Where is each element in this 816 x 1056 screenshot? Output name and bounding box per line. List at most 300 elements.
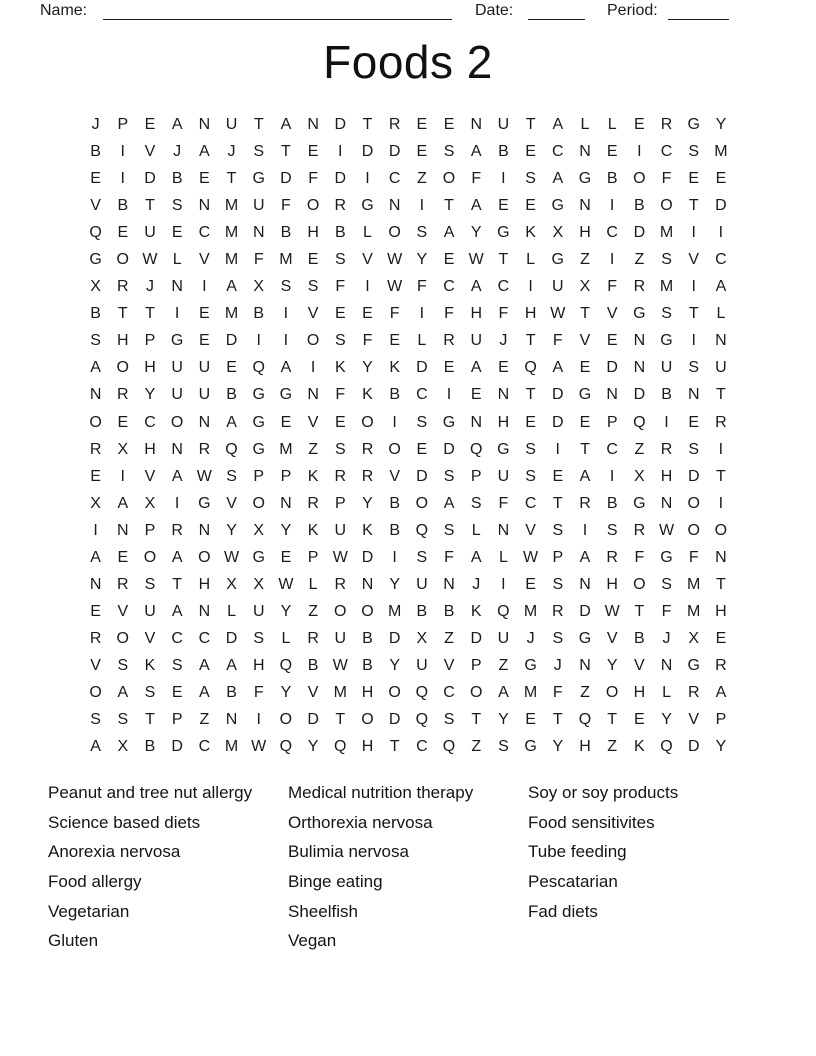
grid-letter: D — [280, 170, 292, 188]
grid-letter: E — [90, 467, 101, 485]
grid-letter: E — [525, 143, 536, 161]
grid-letter: I — [120, 143, 125, 161]
grid-letter: I — [718, 494, 724, 512]
grid-letter: R — [89, 629, 102, 647]
grid-letter: E — [552, 467, 564, 485]
name-label: Name: — [40, 2, 88, 19]
grid-letter: D — [361, 548, 374, 566]
grid-letter: U — [497, 629, 510, 647]
grid-letter: I — [174, 305, 180, 323]
grid-letter: O — [687, 494, 700, 512]
grid-letter: N — [715, 548, 727, 566]
grid-letter: R — [117, 278, 129, 296]
grid-letter: G — [252, 440, 265, 458]
grid-letter: T — [498, 251, 509, 269]
grid-letter: H — [524, 305, 537, 323]
word-list-item: Tube feeding — [528, 842, 627, 862]
grid-letter: A — [171, 548, 183, 566]
grid-letter: C — [524, 494, 537, 512]
grid-letter: I — [120, 467, 125, 485]
grid-letter: E — [416, 143, 428, 161]
grid-letter: F — [661, 602, 672, 620]
grid-letter: K — [307, 521, 319, 539]
grid-letter: E — [389, 332, 400, 350]
grid-letter: E — [443, 251, 455, 269]
grid-letter: I — [392, 413, 397, 431]
grid-letter: O — [279, 711, 293, 729]
grid-letter: T — [525, 386, 536, 404]
grid-letter: I — [202, 278, 207, 296]
grid-letter: E — [416, 440, 428, 458]
grid-letter: E — [117, 548, 129, 566]
grid-letter: Y — [552, 738, 564, 756]
grid-letter: W — [223, 548, 240, 566]
grid-letter: I — [664, 413, 669, 431]
grid-letter: R — [660, 440, 673, 458]
grid-letter: G — [524, 656, 537, 674]
grid-letter: H — [579, 224, 591, 242]
grid-letter: J — [662, 629, 671, 647]
grid-letter: R — [171, 521, 183, 539]
grid-letter: S — [525, 440, 536, 458]
grid-letter: R — [307, 494, 319, 512]
grid-letter: K — [470, 602, 482, 620]
grid-letter: H — [198, 575, 211, 593]
word-list-item: Pescatarian — [528, 872, 618, 892]
grid-letter: Y — [144, 386, 156, 404]
grid-letter: R — [307, 629, 319, 647]
grid-letter: A — [579, 548, 591, 566]
grid-letter: G — [687, 656, 700, 674]
grid-letter: T — [716, 467, 726, 485]
grid-letter: U — [416, 656, 428, 674]
grid-letter: W — [251, 738, 267, 756]
grid-letter: V — [199, 251, 210, 269]
grid-letter: A — [443, 224, 455, 242]
grid-letter: F — [444, 548, 454, 566]
grid-letter: Y — [307, 738, 319, 756]
grid-letter: L — [526, 251, 536, 269]
grid-letter: S — [171, 197, 183, 215]
grid-letter: E — [362, 305, 373, 323]
grid-letter: H — [470, 305, 482, 323]
word-list-item: Peanut and tree nut allergy — [48, 783, 253, 802]
grid-letter: D — [552, 413, 564, 431]
grid-letter: E — [634, 711, 645, 729]
grid-letter: M — [523, 683, 538, 701]
grid-letter: S — [688, 440, 700, 458]
grid-letter: N — [660, 656, 673, 674]
word-list — [48, 778, 768, 956]
grid-letter: D — [225, 629, 238, 647]
grid-letter: Y — [661, 711, 672, 729]
grid-letter: I — [338, 143, 343, 161]
grid-letter: S — [552, 575, 564, 593]
grid-letter: B — [171, 170, 183, 188]
grid-letter: Q — [279, 738, 293, 756]
grid-letter: C — [416, 386, 428, 404]
grid-letter: X — [226, 575, 237, 593]
grid-letter: I — [718, 440, 724, 458]
grid-letter: A — [579, 467, 591, 485]
grid-letter: F — [661, 170, 672, 188]
grid-letter: S — [443, 467, 455, 485]
grid-letter: N — [117, 521, 129, 539]
grid-letter: K — [525, 224, 536, 242]
grid-letter: M — [224, 738, 239, 756]
grid-letter: B — [362, 629, 373, 647]
grid-letter: U — [660, 359, 673, 377]
grid-letter: B — [226, 683, 237, 701]
grid-letter: F — [471, 170, 482, 188]
grid-letter: E — [416, 116, 428, 133]
grid-letter: H — [579, 738, 591, 756]
grid-letter: D — [633, 224, 646, 242]
grid-letter: E — [688, 170, 700, 188]
grid-letter: X — [90, 278, 101, 296]
grid-letter: H — [633, 683, 646, 701]
grid-letter: M — [279, 440, 293, 458]
grid-letter: U — [715, 359, 727, 377]
grid-letter: S — [470, 494, 482, 512]
grid-letter: Z — [308, 602, 318, 620]
grid-letter: B — [389, 521, 400, 539]
grid-letter: Q — [578, 711, 592, 729]
grid-letter: T — [281, 143, 291, 161]
grid-letter: S — [416, 224, 428, 242]
grid-letter: R — [117, 386, 129, 404]
grid-letter: I — [174, 494, 180, 512]
grid-letter: N — [307, 116, 319, 133]
grid-letter: O — [306, 332, 320, 350]
grid-letter: A — [280, 359, 292, 377]
grid-letter: Z — [498, 656, 509, 674]
grid-letter: R — [443, 332, 455, 350]
grid-letter: M — [687, 602, 701, 620]
grid-letter: S — [525, 170, 536, 188]
grid-letter: I — [392, 548, 397, 566]
grid-letter: W — [387, 278, 403, 296]
grid-letter: V — [688, 251, 700, 269]
grid-letter: A — [470, 359, 482, 377]
grid-letter: E — [117, 413, 129, 431]
grid-letter: U — [171, 359, 183, 377]
grid-letter: M — [224, 305, 239, 323]
grid-letter: M — [333, 683, 347, 701]
grid-letter: N — [497, 521, 510, 539]
grid-letter: V — [362, 251, 373, 269]
grid-letter: X — [90, 494, 101, 512]
grid-letter: U — [497, 467, 510, 485]
grid-letter: O — [415, 494, 429, 512]
word-list-column — [528, 778, 768, 956]
grid-letter: O — [89, 413, 102, 431]
grid-letter: E — [334, 413, 346, 431]
grid-letter: B — [606, 494, 618, 512]
grid-letter: O — [116, 359, 129, 377]
grid-letter: B — [280, 224, 292, 242]
grid-letter: N — [198, 413, 211, 431]
grid-letter: E — [199, 332, 210, 350]
grid-letter: U — [144, 602, 156, 620]
grid-letter: T — [335, 711, 346, 729]
grid-letter: U — [198, 386, 211, 404]
grid-letter: I — [501, 575, 506, 593]
grid-letter: H — [497, 413, 510, 431]
grid-letter: F — [688, 548, 699, 566]
grid-letter: B — [634, 197, 645, 215]
grid-letter: I — [365, 278, 370, 296]
grid-letter: S — [90, 711, 101, 729]
grid-letter: D — [225, 332, 238, 350]
grid-letter: B — [443, 602, 455, 620]
grid-letter: I — [256, 711, 261, 729]
grid-letter: C — [198, 224, 211, 242]
grid-letter: E — [498, 197, 509, 215]
grid-letter: D — [388, 143, 401, 161]
grid-letter: G — [551, 197, 564, 215]
grid-letter: Y — [416, 251, 428, 269]
grid-letter: N — [225, 711, 238, 729]
word-list-item: Food allergy — [48, 872, 142, 892]
grid-letter: U — [552, 278, 564, 296]
grid-letter: N — [388, 197, 401, 215]
grid-letter: T — [253, 116, 264, 133]
grid-letter: E — [634, 116, 645, 133]
word-list-item: Anorexia nervosa — [48, 842, 181, 862]
grid-letter: D — [388, 711, 401, 729]
grid-letter: P — [253, 467, 265, 485]
grid-letter: W — [196, 467, 212, 485]
grid-letter: O — [361, 711, 374, 729]
grid-letter: O — [605, 683, 619, 701]
grid-letter: V — [634, 656, 645, 674]
grid-letter: G — [198, 494, 211, 512]
grid-letter: M — [659, 224, 674, 242]
grid-letter: A — [470, 197, 482, 215]
grid-letter: T — [145, 711, 155, 729]
grid-letter: H — [252, 656, 265, 674]
grid-letter: L — [363, 224, 372, 242]
grid-letter: N — [89, 575, 102, 593]
grid-letter: A — [470, 548, 482, 566]
grid-letter: N — [307, 386, 319, 404]
grid-letter: Y — [470, 224, 482, 242]
grid-letter: M — [387, 602, 402, 620]
grid-letter: T — [607, 711, 618, 729]
grid-letter: A — [226, 278, 237, 296]
grid-letter: N — [198, 602, 211, 620]
grid-letter: P — [117, 116, 129, 133]
grid-letter: C — [388, 170, 401, 188]
grid-letter: O — [306, 197, 320, 215]
grid-letter: R — [334, 467, 347, 485]
period-blank-line — [668, 19, 729, 20]
grid-letter: A — [280, 116, 292, 133]
grid-letter: C — [497, 278, 510, 296]
grid-letter: A — [171, 467, 183, 485]
grid-letter: I — [310, 359, 316, 377]
grid-letter: S — [498, 738, 509, 756]
grid-letter: T — [226, 170, 237, 188]
grid-letter: P — [144, 332, 156, 350]
grid-letter: U — [171, 386, 183, 404]
grid-letter: X — [688, 629, 700, 647]
grid-letter: Y — [389, 656, 400, 674]
grid-letter: Q — [415, 521, 429, 539]
grid-letter: D — [334, 170, 347, 188]
grid-letter: F — [416, 278, 427, 296]
grid-letter: C — [443, 683, 455, 701]
grid-letter: D — [687, 467, 700, 485]
grid-letter: U — [252, 197, 265, 215]
grid-letter: A — [171, 602, 183, 620]
grid-letter: B — [634, 629, 645, 647]
grid-letter: D — [361, 143, 374, 161]
grid-letter: A — [199, 143, 210, 161]
grid-letter: A — [443, 494, 455, 512]
grid-letter: M — [523, 602, 538, 620]
grid-letter: R — [687, 683, 700, 701]
grid-letter: I — [609, 467, 615, 485]
grid-letter: J — [499, 332, 508, 350]
word-list-item: Vegan — [288, 931, 337, 951]
grid-letter: H — [117, 332, 129, 350]
grid-letter: K — [634, 738, 645, 756]
grid-letter: X — [552, 224, 564, 242]
grid-letter: E — [498, 359, 509, 377]
grid-letter: D — [334, 116, 347, 133]
grid-letter: O — [334, 602, 347, 620]
grid-letter: W — [142, 251, 158, 269]
grid-letter: S — [525, 467, 536, 485]
grid-letter: V — [226, 494, 237, 512]
grid-letter: T — [716, 575, 726, 593]
grid-letter: A — [498, 683, 509, 701]
grid-letter: D — [171, 738, 183, 756]
word-list-item: Medical nutrition therapy — [288, 783, 474, 802]
grid-letter: Y — [498, 711, 509, 729]
grid-letter: P — [606, 413, 618, 431]
grid-letter: E — [226, 359, 237, 377]
word-list-item: Sheelfish — [288, 901, 358, 921]
grid-letter: F — [607, 278, 618, 296]
grid-letter: D — [388, 629, 401, 647]
grid-letter: O — [116, 251, 129, 269]
grid-letter: B — [362, 656, 373, 674]
grid-letter: L — [716, 305, 726, 323]
grid-letter: J — [91, 116, 100, 133]
grid-letter: A — [117, 494, 129, 512]
grid-letter: R — [552, 602, 564, 620]
word-list-item: Vegetarian — [48, 901, 130, 921]
grid-letter: J — [526, 629, 535, 647]
grid-letter: R — [334, 575, 347, 593]
grid-letter: U — [334, 629, 347, 647]
grid-letter: R — [660, 116, 673, 133]
grid-letter: B — [661, 386, 672, 404]
grid-letter: S — [443, 521, 455, 539]
grid-letter: P — [144, 521, 156, 539]
grid-letter: L — [172, 251, 182, 269]
grid-letter: V — [606, 305, 618, 323]
grid-letter: N — [633, 332, 646, 350]
grid-letter: D — [633, 386, 646, 404]
grid-letter: V — [144, 143, 156, 161]
grid-letter: Z — [471, 738, 482, 756]
grid-letter: R — [606, 548, 618, 566]
grid-letter: K — [334, 359, 346, 377]
grid-letter: I — [283, 305, 289, 323]
grid-letter: D — [144, 170, 156, 188]
grid-letter: Q — [415, 683, 429, 701]
grid-letter: G — [578, 629, 592, 647]
grid-letter: Z — [607, 738, 618, 756]
grid-letter: D — [715, 197, 727, 215]
grid-letter: I — [419, 305, 425, 323]
grid-letter: G — [660, 332, 673, 350]
grid-letter: A — [552, 170, 564, 188]
grid-letter: A — [470, 143, 482, 161]
grid-letter: W — [332, 656, 348, 674]
grid-letter: W — [387, 251, 403, 269]
grid-letter: N — [660, 494, 673, 512]
grid-letter: C — [416, 738, 428, 756]
grid-letter: I — [691, 224, 696, 242]
grid-letter: G — [252, 413, 265, 431]
grid-letter: A — [90, 548, 101, 566]
grid-letter: E — [525, 413, 536, 431]
grid-letter: A — [199, 656, 210, 674]
grid-letter: E — [307, 143, 319, 161]
grid-letter: N — [252, 224, 265, 242]
grid-letter: T — [525, 332, 536, 350]
grid-letter: P — [307, 548, 319, 566]
word-list-item: Soy or soy products — [528, 783, 679, 802]
grid-letter: S — [117, 656, 129, 674]
grid-letter: W — [278, 575, 294, 593]
grid-letter: N — [198, 197, 211, 215]
grid-letter: B — [117, 197, 129, 215]
grid-letter: I — [501, 170, 506, 188]
grid-letter: D — [443, 440, 455, 458]
grid-letter: T — [688, 197, 699, 215]
grid-letter: E — [579, 359, 591, 377]
grid-letter: X — [579, 278, 591, 296]
grid-letter: O — [89, 683, 102, 701]
grid-letter: B — [334, 224, 346, 242]
word-list-item: Science based diets — [48, 812, 201, 832]
grid-letter: S — [280, 278, 292, 296]
grid-letter: G — [633, 305, 646, 323]
grid-letter: D — [606, 359, 618, 377]
grid-letter: B — [389, 494, 400, 512]
grid-letter: M — [714, 143, 728, 161]
grid-letter: N — [715, 332, 727, 350]
grid-letter: Y — [362, 494, 373, 512]
grid-letter: O — [469, 683, 483, 701]
grid-letter: D — [470, 629, 482, 647]
grid-letter: A — [715, 683, 727, 701]
grid-letter: N — [633, 359, 646, 377]
grid-letter: P — [171, 711, 183, 729]
grid-letter: L — [662, 683, 671, 701]
grid-letter: M — [224, 197, 239, 215]
grid-letter: A — [226, 413, 237, 431]
grid-letter: T — [552, 711, 563, 729]
grid-letter: L — [227, 602, 236, 620]
grid-letter: R — [361, 440, 374, 458]
